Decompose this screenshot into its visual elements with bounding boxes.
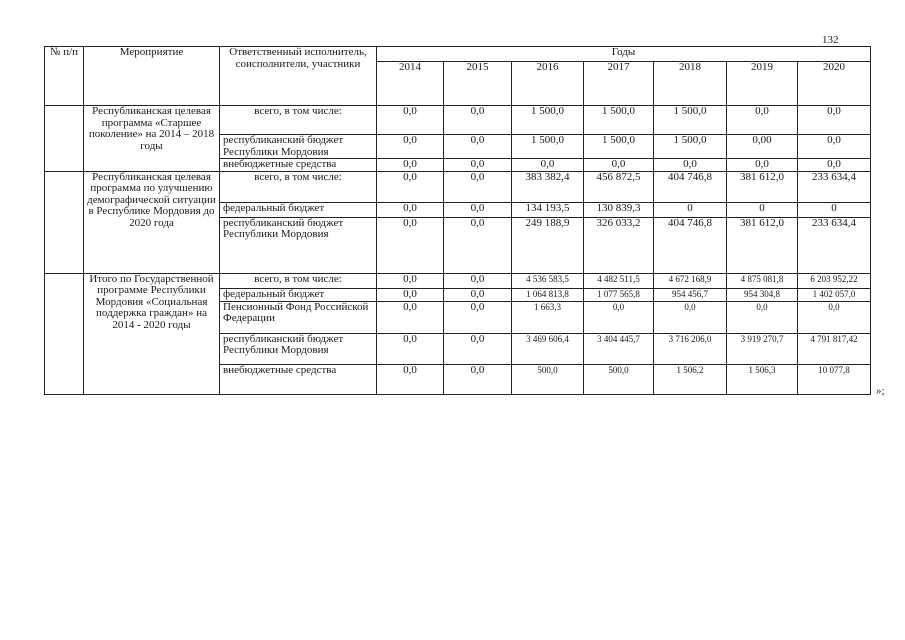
header-year: 2016: [512, 62, 584, 106]
value-cell: 326 033,2: [584, 217, 654, 273]
event-cell: Республиканская целевая программа «Старшее поколение» на 2014 – 2018 годы: [84, 106, 220, 172]
value-cell: 0,0: [444, 301, 512, 333]
value-cell: 4 672 168,9: [654, 273, 727, 288]
value-cell: 1 506,2: [654, 364, 727, 394]
value-cell: 381 612,0: [727, 217, 798, 273]
source-cell: республиканский бюджет Республики Мордовия: [220, 217, 377, 273]
value-cell: 1 064 813,8: [512, 288, 584, 301]
value-cell: 0,0: [377, 301, 444, 333]
value-cell: 4 536 583,5: [512, 273, 584, 288]
value-cell: 233 634,4: [798, 217, 871, 273]
value-cell: 4 482 511,5: [584, 273, 654, 288]
value-cell: 0,0: [444, 273, 512, 288]
value-cell: 0,0: [798, 301, 871, 333]
value-cell: 0,0: [444, 106, 512, 135]
value-cell: 954 304,8: [727, 288, 798, 301]
value-cell: 4 875 081,8: [727, 273, 798, 288]
value-cell: 0,0: [444, 202, 512, 217]
value-cell: 0,0: [798, 135, 871, 159]
value-cell: 404 746,8: [654, 171, 727, 202]
source-cell: Пенсионный Фонд Российской Федерации: [220, 301, 377, 333]
value-cell: 0: [727, 202, 798, 217]
value-cell: 0,0: [444, 333, 512, 364]
header-year: 2014: [377, 62, 444, 106]
budget-table: [44, 46, 871, 395]
value-cell: 0,0: [727, 106, 798, 135]
value-cell: 0: [798, 202, 871, 217]
value-cell: 0,0: [727, 301, 798, 333]
value-cell: 233 634,4: [798, 171, 871, 202]
header-year: 2020: [798, 62, 871, 106]
event-cell: Республиканская целевая программа по улучшению демографической ситуации в Республике Мордовия до 2020 года: [84, 171, 220, 273]
value-cell: 0,0: [584, 159, 654, 172]
header-year: 2015: [444, 62, 512, 106]
value-cell: 10 077,8: [798, 364, 871, 394]
source-cell: федеральный бюджет: [220, 288, 377, 301]
value-cell: 0,0: [798, 106, 871, 135]
value-cell: 500,0: [512, 364, 584, 394]
header-no: № п/п: [45, 47, 84, 106]
value-cell: 0,0: [727, 159, 798, 172]
value-cell: 0,0: [512, 159, 584, 172]
value-cell: 249 188,9: [512, 217, 584, 273]
value-cell: 0,0: [377, 288, 444, 301]
header-executor: Ответственный исполнитель, соисполнители, участники: [220, 47, 377, 106]
value-cell: 6 203 952,22: [798, 273, 871, 288]
header-year: 2018: [654, 62, 727, 106]
value-cell: 3 919 270,7: [727, 333, 798, 364]
value-cell: 0,0: [444, 135, 512, 159]
table-row: [45, 171, 871, 202]
source-cell: республиканский бюджет Республики Мордовия: [220, 333, 377, 364]
value-cell: 1 402 057,0: [798, 288, 871, 301]
header-years: Годы: [377, 47, 871, 62]
value-cell: 1 500,0: [654, 106, 727, 135]
value-cell: 1 506,3: [727, 364, 798, 394]
value-cell: 1 663,3: [512, 301, 584, 333]
source-cell: республиканский бюджет Республики Мордовия: [220, 135, 377, 159]
value-cell: 0,0: [584, 301, 654, 333]
value-cell: 0,0: [798, 159, 871, 172]
table-row: [45, 273, 871, 288]
header-year: 2019: [727, 62, 798, 106]
value-cell: 1 500,0: [584, 106, 654, 135]
value-cell: 1 500,0: [512, 106, 584, 135]
value-cell: 0,0: [444, 364, 512, 394]
value-cell: 0: [654, 202, 727, 217]
value-cell: 383 382,4: [512, 171, 584, 202]
header-year: 2017: [584, 62, 654, 106]
source-cell: всего, в том числе:: [220, 171, 377, 202]
value-cell: 0,0: [377, 217, 444, 273]
value-cell: 4 791 817,42: [798, 333, 871, 364]
source-cell: всего, в том числе:: [220, 106, 377, 135]
source-cell: внебюджетные средства: [220, 364, 377, 394]
value-cell: 0,0: [654, 159, 727, 172]
value-cell: 456 872,5: [584, 171, 654, 202]
value-cell: 0,0: [444, 159, 512, 172]
value-cell: 0,0: [654, 301, 727, 333]
value-cell: 0,0: [377, 202, 444, 217]
value-cell: 3 404 445,7: [584, 333, 654, 364]
value-cell: 0,0: [444, 288, 512, 301]
table-body: [45, 106, 871, 395]
value-cell: 0,0: [377, 171, 444, 202]
source-cell: федеральный бюджет: [220, 202, 377, 217]
value-cell: 1 077 565,8: [584, 288, 654, 301]
value-cell: 1 500,0: [512, 135, 584, 159]
table-row: [45, 106, 871, 135]
page-number: 132: [822, 34, 839, 46]
value-cell: 0,0: [377, 135, 444, 159]
source-cell: всего, в том числе:: [220, 273, 377, 288]
value-cell: 0,0: [377, 333, 444, 364]
value-cell: 0,0: [444, 217, 512, 273]
value-cell: 0,0: [377, 106, 444, 135]
source-cell: внебюджетные средства: [220, 159, 377, 172]
value-cell: 0,00: [727, 135, 798, 159]
header-event: Мероприятие: [84, 47, 220, 106]
value-cell: 0,0: [444, 171, 512, 202]
value-cell: 1 500,0: [584, 135, 654, 159]
value-cell: 0,0: [377, 364, 444, 394]
value-cell: 381 612,0: [727, 171, 798, 202]
value-cell: 3 469 606,4: [512, 333, 584, 364]
value-cell: 1 500,0: [654, 135, 727, 159]
value-cell: 0,0: [377, 273, 444, 288]
value-cell: 134 193,5: [512, 202, 584, 217]
row-number-cell: [45, 171, 84, 273]
row-number-cell: [45, 273, 84, 394]
event-cell: Итого по Государственной программе Республики Мордовия «Социальная поддержка граждан» на 2014 - 2020 годы: [84, 273, 220, 394]
value-cell: 3 716 206,0: [654, 333, 727, 364]
value-cell: 500,0: [584, 364, 654, 394]
closing-quote: »;: [876, 385, 885, 397]
value-cell: 404 746,8: [654, 217, 727, 273]
value-cell: 954 456,7: [654, 288, 727, 301]
value-cell: 130 839,3: [584, 202, 654, 217]
value-cell: 0,0: [377, 159, 444, 172]
row-number-cell: [45, 106, 84, 172]
